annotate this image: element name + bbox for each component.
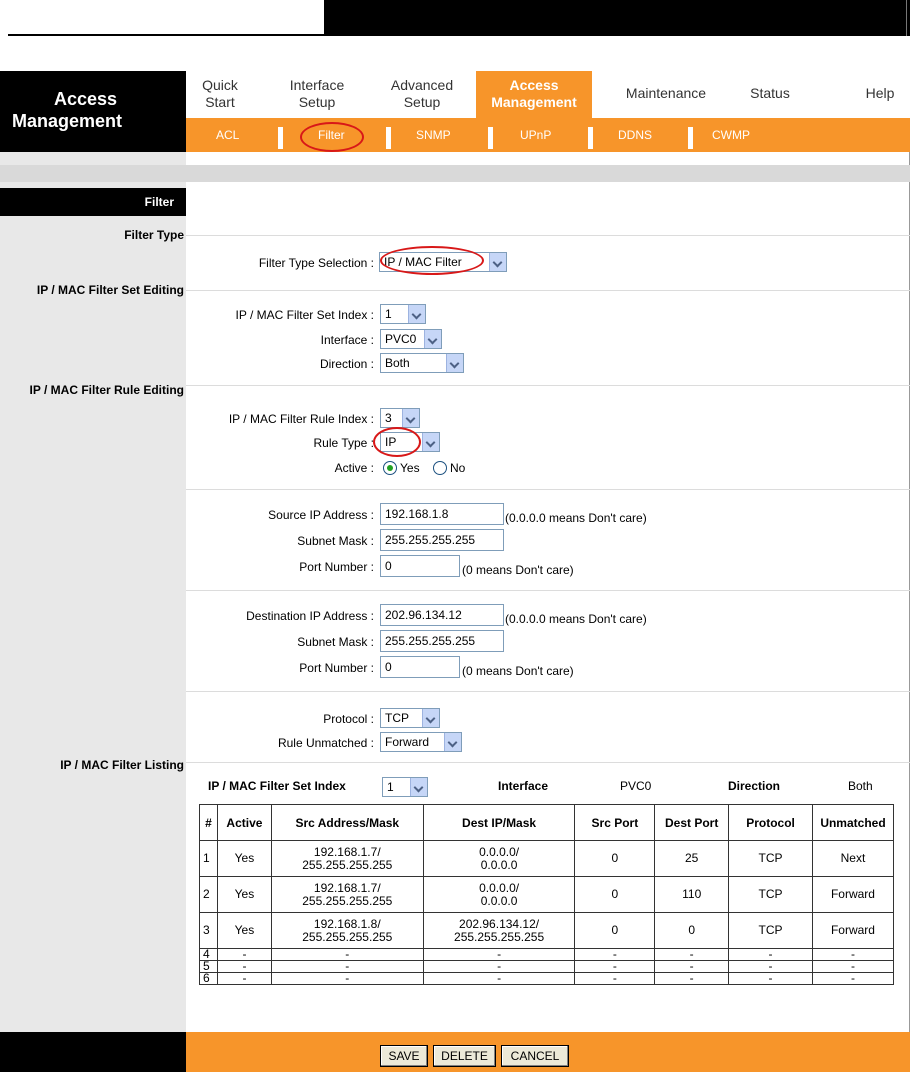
cell-dst: - bbox=[423, 949, 575, 961]
table-row bbox=[200, 961, 894, 973]
cell-src: - bbox=[271, 961, 423, 973]
src-ip-label: Source IP Address : bbox=[268, 508, 374, 522]
subnav-acl[interactable]: ACL bbox=[216, 128, 240, 142]
cell-dst-line: 0.0.0.0 bbox=[480, 857, 518, 872]
subnav-separator bbox=[386, 127, 391, 149]
listing-interface-label: Interface bbox=[498, 779, 549, 793]
cell-dst-line: 0.0.0.0 bbox=[480, 893, 518, 908]
rule-index-label: IP / MAC Filter Rule Index : bbox=[228, 412, 374, 426]
cell-dst: - bbox=[423, 973, 575, 985]
cell-src-port: 0 bbox=[575, 913, 655, 949]
nav-label: Help bbox=[865, 85, 895, 101]
chevron-down-icon bbox=[424, 330, 441, 348]
dst-port-label: Port Number : bbox=[299, 661, 374, 675]
cell-src bbox=[271, 841, 423, 877]
cell-index: 5 bbox=[200, 961, 218, 973]
col-header: Unmatched bbox=[812, 805, 893, 841]
cell-active: - bbox=[217, 949, 271, 961]
chevron-down-icon bbox=[408, 305, 425, 323]
listing-direction-value: Both bbox=[848, 779, 873, 793]
unmatched-value: Forward bbox=[385, 735, 430, 749]
cell-dst-port: - bbox=[655, 973, 729, 985]
cell-index: 3 bbox=[200, 913, 218, 949]
cell-dst bbox=[423, 877, 575, 913]
col-header: Src Port bbox=[575, 805, 655, 841]
dst-mask-label: Subnet Mask : bbox=[297, 635, 374, 649]
cell-active: - bbox=[217, 973, 271, 985]
nav-maintenance[interactable] bbox=[610, 71, 722, 118]
section-divider bbox=[186, 489, 910, 490]
col-header: Dest Port bbox=[655, 805, 729, 841]
chevron-down-icon bbox=[402, 409, 419, 427]
dst-ip-label: Destination IP Address : bbox=[246, 609, 374, 623]
src-port-hint: (0 means Don't care) bbox=[462, 563, 574, 577]
sub-nav bbox=[186, 118, 910, 152]
filter-rules-table bbox=[199, 804, 894, 985]
cell-active: Yes bbox=[217, 841, 271, 877]
chevron-down-icon bbox=[444, 733, 461, 751]
divider-bar bbox=[0, 165, 910, 182]
direction-value: Both bbox=[385, 356, 410, 370]
chevron-down-icon bbox=[489, 253, 506, 271]
nav-label: Maintenance bbox=[625, 85, 707, 101]
active-no-radio[interactable] bbox=[433, 461, 447, 475]
col-header: # bbox=[200, 805, 218, 841]
set-index-value: 1 bbox=[385, 307, 392, 321]
brand-title bbox=[0, 71, 186, 152]
cell-dst-line: 255.255.255.255 bbox=[454, 929, 545, 944]
section-divider bbox=[186, 235, 910, 236]
cell-unmatched: - bbox=[812, 949, 893, 961]
active-yes-radio[interactable] bbox=[383, 461, 397, 475]
cell-protocol: - bbox=[729, 973, 813, 985]
cell-src: - bbox=[271, 973, 423, 985]
nav-advanced-setup[interactable] bbox=[374, 71, 470, 118]
section-divider bbox=[186, 290, 910, 291]
set-index-label: IP / MAC Filter Set Index : bbox=[235, 308, 374, 322]
cell-index: 6 bbox=[200, 973, 218, 985]
cell-protocol: TCP bbox=[729, 877, 813, 913]
brand-line-2: Management bbox=[12, 111, 123, 131]
rule-index-select[interactable] bbox=[380, 408, 420, 428]
header-rule bbox=[8, 34, 324, 36]
nav-label: Setup bbox=[298, 94, 336, 110]
main-nav bbox=[186, 71, 910, 118]
table-row bbox=[200, 877, 894, 913]
filter-type-value: IP / MAC Filter bbox=[384, 255, 462, 269]
chevron-down-icon bbox=[422, 433, 439, 451]
src-port-label: Port Number : bbox=[299, 560, 374, 574]
src-mask-label: Subnet Mask : bbox=[297, 534, 374, 548]
cell-dst-port: 110 bbox=[655, 877, 729, 913]
section-set-editing: IP / MAC Filter Set Editing bbox=[36, 283, 184, 297]
col-header: Src Address/Mask bbox=[271, 805, 423, 841]
src-port-input[interactable]: 0 bbox=[380, 555, 460, 577]
table-row bbox=[200, 973, 894, 985]
nav-quick-start[interactable] bbox=[190, 71, 250, 118]
save-button[interactable]: SAVE bbox=[380, 1045, 428, 1067]
cell-active: Yes bbox=[217, 877, 271, 913]
col-header: Dest IP/Mask bbox=[423, 805, 575, 841]
cell-dst-line: 202.96.134.12/ bbox=[459, 916, 540, 931]
listing-direction-label: Direction bbox=[728, 779, 781, 793]
delete-button[interactable]: DELETE bbox=[433, 1045, 496, 1067]
section-listing: IP / MAC Filter Listing bbox=[60, 758, 184, 772]
protocol-label: Protocol : bbox=[323, 712, 374, 726]
cell-dst-port: - bbox=[655, 949, 729, 961]
header-notch bbox=[906, 0, 907, 36]
filter-type-label: Filter Type Selection : bbox=[258, 256, 374, 270]
cell-dst-port: - bbox=[655, 961, 729, 973]
dst-ip-input[interactable]: 202.96.134.12 bbox=[380, 604, 504, 626]
cell-protocol: - bbox=[729, 949, 813, 961]
active-label: Active : bbox=[334, 461, 374, 475]
set-index-select[interactable] bbox=[380, 304, 426, 324]
subnav-separator bbox=[588, 127, 593, 149]
cell-src-line: 255.255.255.255 bbox=[302, 893, 393, 908]
cell-index: 2 bbox=[200, 877, 218, 913]
cell-src bbox=[271, 913, 423, 949]
nav-access-management[interactable] bbox=[476, 71, 592, 118]
nav-label: Start bbox=[205, 94, 235, 110]
subnav-separator bbox=[278, 127, 283, 149]
src-ip-input[interactable]: 192.168.1.8 bbox=[380, 503, 504, 525]
cell-dst-line: 0.0.0.0/ bbox=[479, 844, 520, 859]
left-column bbox=[0, 71, 186, 1072]
active-yes-label: Yes bbox=[400, 461, 420, 475]
listing-set-index-label: IP / MAC Filter Set Index bbox=[208, 779, 346, 793]
unmatched-select[interactable] bbox=[380, 732, 462, 752]
nav-label: Advanced bbox=[390, 77, 454, 93]
cancel-button[interactable]: CANCEL bbox=[501, 1045, 569, 1067]
col-header: Protocol bbox=[729, 805, 813, 841]
cell-dst-line: 0.0.0.0/ bbox=[479, 880, 520, 895]
protocol-value: TCP bbox=[385, 711, 409, 725]
src-mask-input[interactable]: 255.255.255.255 bbox=[380, 529, 504, 551]
interface-select[interactable] bbox=[380, 329, 442, 349]
nav-help[interactable] bbox=[856, 71, 904, 118]
section-divider bbox=[186, 385, 910, 386]
listing-interface-value: PVC0 bbox=[620, 779, 652, 793]
cell-dst-port: 25 bbox=[655, 841, 729, 877]
table-row bbox=[200, 949, 894, 961]
chevron-down-icon bbox=[422, 709, 439, 727]
brand-line-1: Access bbox=[54, 89, 118, 109]
protocol-select[interactable] bbox=[380, 708, 440, 728]
chevron-down-icon bbox=[410, 778, 427, 796]
cell-dst bbox=[423, 841, 575, 877]
cell-src-line: 192.168.1.8/ bbox=[313, 916, 381, 931]
cell-unmatched: - bbox=[812, 973, 893, 985]
rule-type-label: Rule Type : bbox=[313, 436, 374, 450]
cell-dst: - bbox=[423, 961, 575, 973]
col-header: Active bbox=[217, 805, 271, 841]
cell-unmatched: Forward bbox=[812, 877, 893, 913]
rule-index-value: 3 bbox=[385, 411, 392, 425]
nav-label: Access bbox=[509, 77, 559, 93]
filter-type-select[interactable] bbox=[379, 252, 507, 272]
interface-value: PVC0 bbox=[385, 332, 417, 346]
direction-select[interactable] bbox=[380, 353, 464, 373]
filter-heading: Filter bbox=[0, 188, 186, 216]
nav-label: Interface bbox=[289, 77, 345, 93]
cell-src: - bbox=[271, 949, 423, 961]
cell-active: Yes bbox=[217, 913, 271, 949]
listing-set-index-select[interactable] bbox=[382, 777, 428, 797]
header-bar bbox=[324, 0, 910, 36]
listing-set-index-value: 1 bbox=[387, 780, 394, 794]
cell-src-port: - bbox=[575, 973, 655, 985]
active-no-label: No bbox=[450, 461, 466, 475]
cell-src-line: 255.255.255.255 bbox=[302, 857, 393, 872]
src-ip-hint: (0.0.0.0 means Don't care) bbox=[505, 511, 647, 525]
cell-src-port: 0 bbox=[575, 841, 655, 877]
unmatched-label: Rule Unmatched : bbox=[277, 736, 374, 750]
section-rule-editing: IP / MAC Filter Rule Editing bbox=[29, 383, 184, 397]
cell-src-line: 192.168.1.7/ bbox=[313, 880, 381, 895]
subnav-cwmp[interactable]: CWMP bbox=[712, 128, 750, 142]
direction-label: Direction : bbox=[319, 357, 374, 371]
cell-unmatched: Forward bbox=[812, 913, 893, 949]
subnav-upnp[interactable]: UPnP bbox=[520, 128, 552, 142]
section-filter-type: Filter Type bbox=[124, 228, 184, 242]
table-row bbox=[200, 841, 894, 877]
dst-ip-hint: (0.0.0.0 means Don't care) bbox=[505, 612, 647, 626]
nav-label: Setup bbox=[403, 94, 441, 110]
table-row bbox=[200, 913, 894, 949]
cell-protocol: TCP bbox=[729, 841, 813, 877]
dst-port-hint: (0 means Don't care) bbox=[462, 664, 574, 678]
chevron-down-icon bbox=[446, 354, 463, 372]
cell-src bbox=[271, 877, 423, 913]
table-header-row bbox=[200, 805, 894, 841]
subnav-filter[interactable]: Filter bbox=[318, 128, 345, 142]
cell-src-port: - bbox=[575, 949, 655, 961]
subnav-ddns[interactable]: DDNS bbox=[618, 128, 653, 142]
interface-label: Interface : bbox=[320, 333, 374, 347]
nav-label: Management bbox=[491, 94, 577, 110]
footer-left bbox=[0, 1032, 186, 1072]
nav-status[interactable] bbox=[736, 71, 804, 118]
nav-label: Quick bbox=[202, 77, 238, 93]
cell-src-port: - bbox=[575, 961, 655, 973]
dst-port-input[interactable]: 0 bbox=[380, 656, 460, 678]
section-divider bbox=[186, 691, 910, 692]
cell-dst bbox=[423, 913, 575, 949]
section-divider bbox=[186, 762, 910, 763]
nav-interface-setup[interactable] bbox=[272, 71, 362, 118]
section-divider bbox=[186, 590, 910, 591]
cell-src-line: 192.168.1.7/ bbox=[313, 844, 381, 859]
rule-type-value: IP bbox=[385, 435, 397, 449]
rule-type-select[interactable] bbox=[380, 432, 440, 452]
cell-unmatched: - bbox=[812, 961, 893, 973]
dst-mask-input[interactable]: 255.255.255.255 bbox=[380, 630, 504, 652]
cell-active: - bbox=[217, 961, 271, 973]
cell-protocol: - bbox=[729, 961, 813, 973]
cell-index: 1 bbox=[200, 841, 218, 877]
subnav-separator bbox=[688, 127, 693, 149]
subnav-snmp[interactable]: SNMP bbox=[416, 128, 451, 142]
cell-src-port: 0 bbox=[575, 877, 655, 913]
nav-label: Status bbox=[750, 85, 790, 101]
subnav-separator bbox=[488, 127, 493, 149]
cell-protocol: TCP bbox=[729, 913, 813, 949]
cell-dst-port: 0 bbox=[655, 913, 729, 949]
cell-unmatched: Next bbox=[812, 841, 893, 877]
cell-index: 4 bbox=[200, 949, 218, 961]
cell-src-line: 255.255.255.255 bbox=[302, 929, 393, 944]
